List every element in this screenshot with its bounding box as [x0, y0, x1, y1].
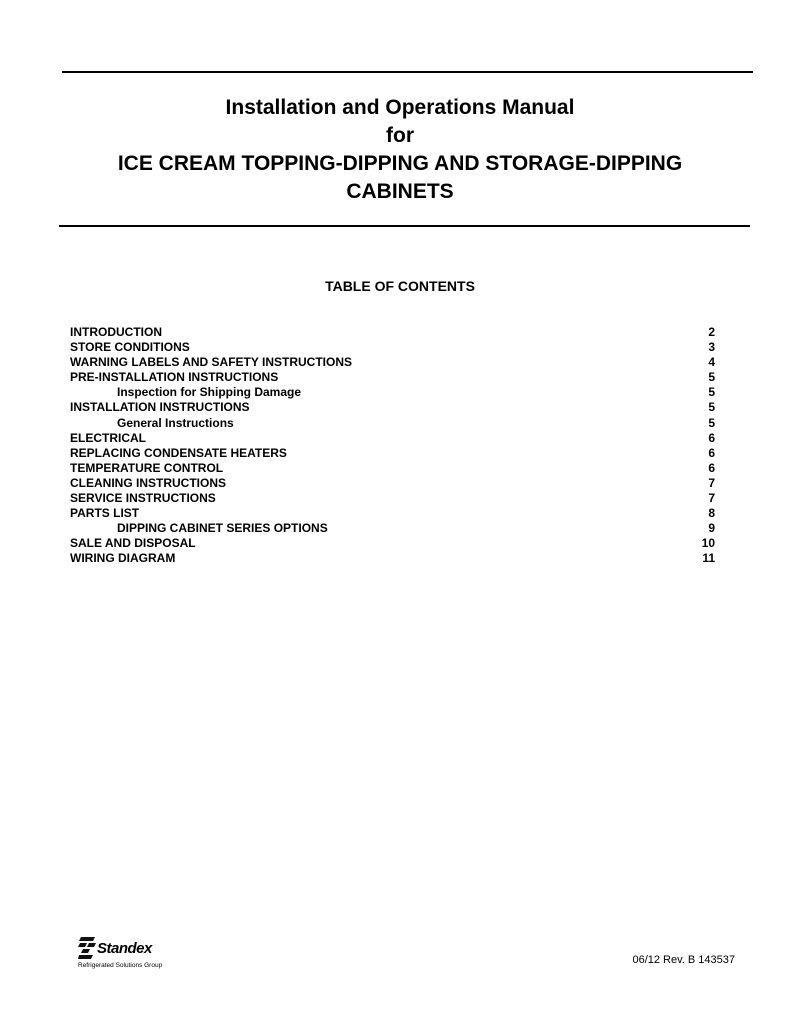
toc-entry-label: SALE AND DISPOSAL — [70, 536, 196, 551]
toc-entry-label: TEMPERATURE CONTROL — [70, 460, 224, 475]
toc-entry — [70, 536, 715, 551]
toc-entry — [70, 476, 715, 491]
toc-entry-label: REPLACING CONDENSATE HEATERS — [70, 445, 287, 460]
toc-entry-label: SERVICE INSTRUCTIONS — [70, 491, 216, 506]
logo-tagline: Refrigerated Solutions Group — [78, 962, 163, 969]
title-line-2: for — [386, 124, 414, 147]
toc-entry-label: ELECTRICAL — [70, 430, 146, 445]
toc-entry-label: PARTS LIST — [70, 506, 140, 521]
toc-entry-page: 8 — [708, 506, 715, 521]
toc-entry — [70, 340, 715, 355]
toc-entry-label: CLEANING INSTRUCTIONS — [70, 475, 226, 490]
toc-entry — [70, 461, 715, 476]
document-title — [40, 94, 760, 206]
toc-entry — [70, 491, 715, 506]
toc-entry — [70, 355, 715, 370]
bottom-rule — [59, 225, 750, 227]
toc-entry-page: 7 — [708, 491, 715, 506]
toc-entry-label: STORE CONDITIONS — [70, 340, 190, 355]
toc-entry-label: INSTALLATION INSTRUCTIONS — [70, 400, 250, 415]
toc-entry-page: 5 — [708, 415, 715, 430]
toc-subentry — [70, 416, 715, 431]
title-line-4: CABINETS — [346, 180, 454, 203]
table-of-contents — [70, 325, 715, 567]
toc-entry-label: PRE-INSTALLATION INSTRUCTIONS — [70, 370, 279, 385]
toc-entry-label: Inspection for Shipping Damage — [117, 385, 302, 400]
toc-entry-page: 10 — [701, 536, 715, 551]
toc-entry-page: 5 — [708, 385, 715, 400]
toc-entry — [70, 431, 715, 446]
toc-entry-label: WIRING DIAGRAM — [70, 551, 176, 566]
toc-entry-page: 3 — [708, 340, 715, 355]
title-line-3: ICE CREAM TOPPING-DIPPING AND STORAGE-DIPPING — [117, 152, 683, 175]
toc-entry — [70, 506, 715, 521]
document-code: 06/12 Rev. B 143537 — [632, 954, 735, 966]
toc-entry-page: 2 — [708, 325, 715, 339]
logo-name: Standex — [97, 940, 152, 957]
toc-entry-page: 5 — [708, 370, 715, 385]
toc-entry-page: 6 — [708, 460, 715, 475]
toc-entry-page: 5 — [708, 400, 715, 415]
toc-entry-page: 4 — [708, 355, 715, 370]
toc-entry — [70, 446, 715, 461]
toc-heading: TABLE OF CONTENTS — [325, 278, 475, 294]
toc-entry-page: 6 — [708, 445, 715, 460]
toc-entry-page: 7 — [708, 475, 715, 490]
toc-entry-label: INTRODUCTION — [70, 325, 162, 339]
toc-entry-label: WARNING LABELS AND SAFETY INSTRUCTIONS — [70, 355, 353, 370]
toc-subentry — [70, 385, 715, 400]
toc-entry-page: 11 — [702, 551, 715, 566]
toc-entry-label: DIPPING CABINET SERIES OPTIONS — [117, 521, 328, 536]
toc-entry-page: 6 — [708, 430, 715, 445]
toc-entry — [70, 370, 715, 385]
toc-entry-page: 9 — [708, 521, 715, 536]
toc-subentry — [70, 521, 715, 536]
toc-entry — [70, 400, 715, 415]
standex-logo — [78, 935, 188, 975]
toc-entry — [70, 325, 715, 340]
standex-logo-icon — [78, 935, 98, 959]
top-rule — [62, 71, 753, 73]
toc-entry — [70, 551, 715, 566]
toc-entry-label: General Instructions — [117, 415, 234, 430]
title-line-1: Installation and Operations Manual — [225, 96, 575, 119]
